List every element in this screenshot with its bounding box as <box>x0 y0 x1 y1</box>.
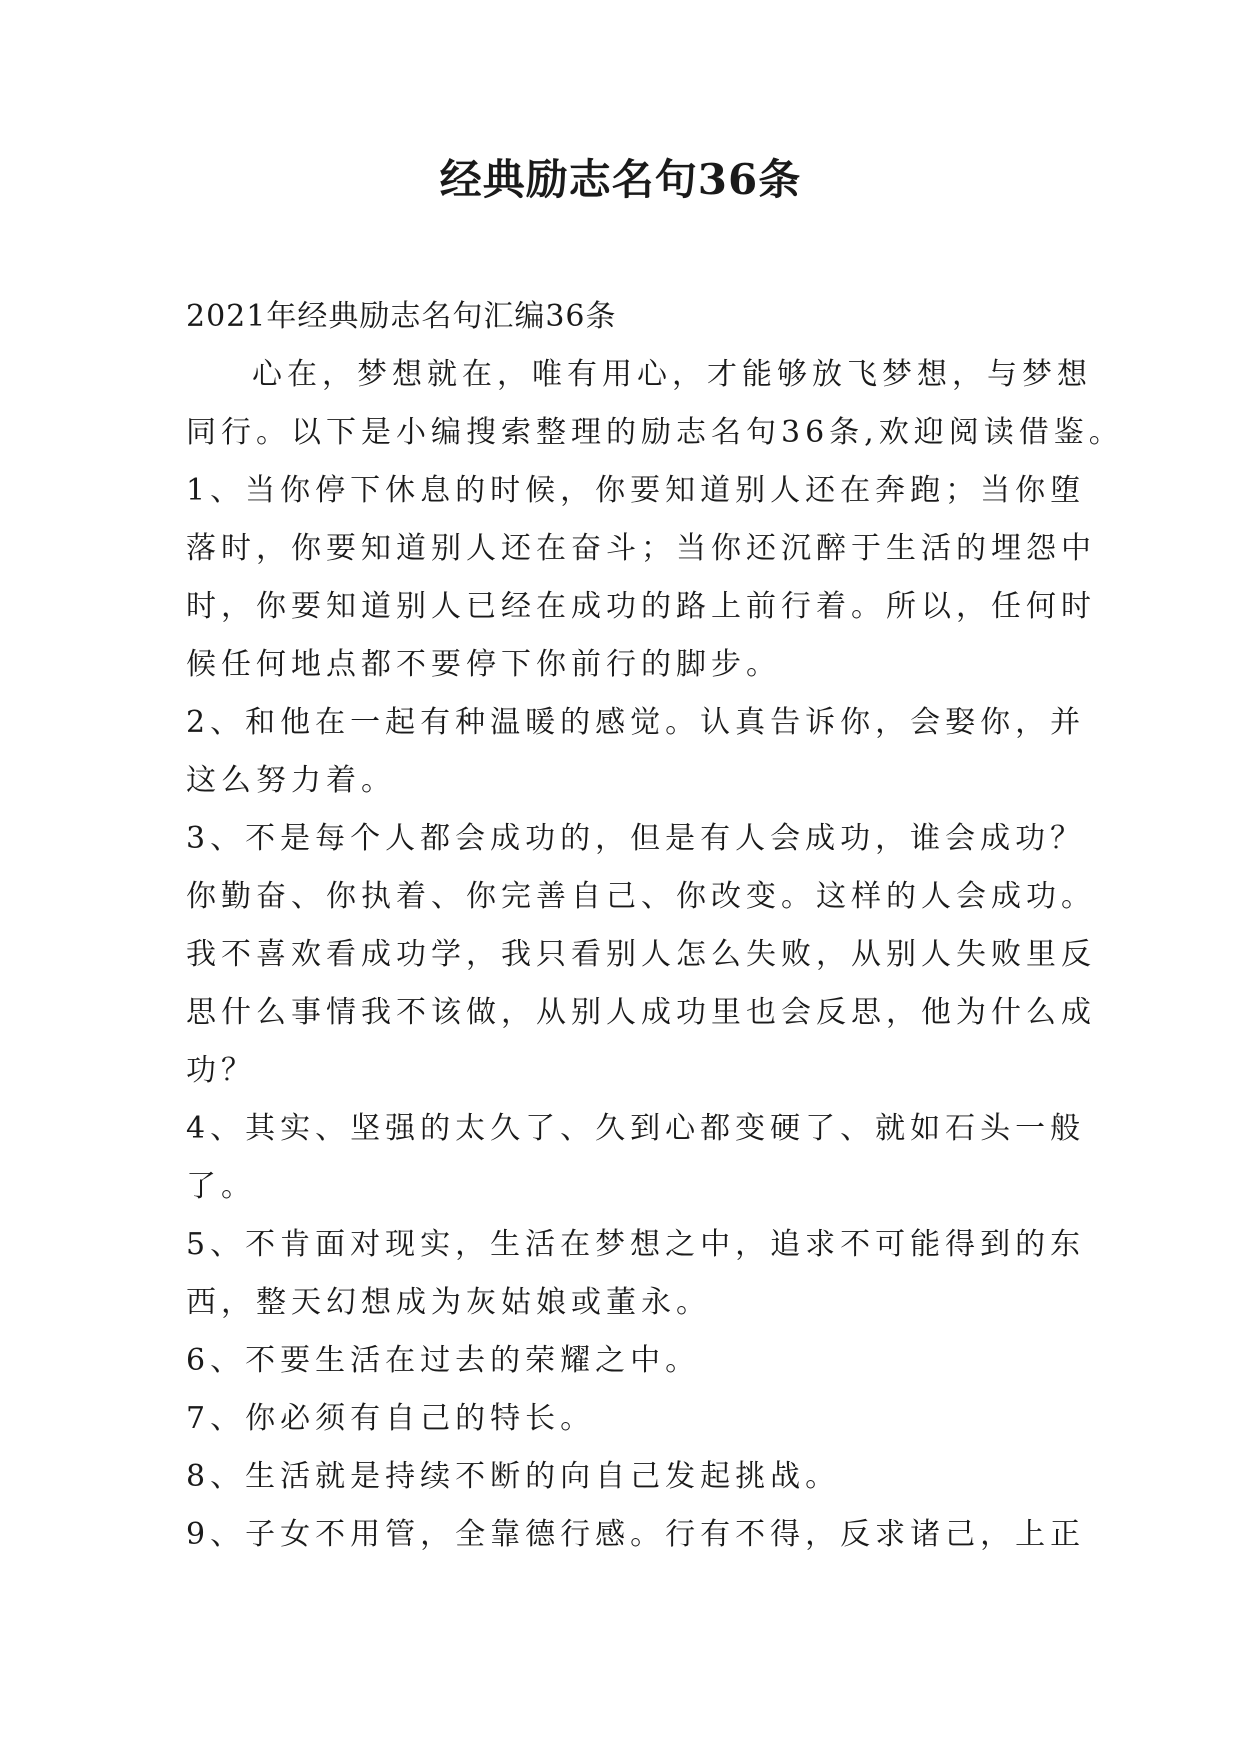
body-line: 5、不肯面对现实，生活在梦想之中，追求不可能得到的东 <box>186 1227 1086 1262</box>
body-line: 9、子女不用管，全靠德行感。行有不得，反求诸己，上正 <box>186 1517 1086 1552</box>
body-line: 我不喜欢看成功学，我只看别人怎么失败，从别人失败里反 <box>186 937 1096 972</box>
body-line: 这么努力着。 <box>186 763 396 798</box>
document-title: 经典励志名句36条 <box>439 155 802 204</box>
body-line: 4、其实、坚强的太久了、久到心都变硬了、就如石头一般 <box>186 1111 1086 1146</box>
body-line: 思什么事情我不该做，从别人成功里也会反思，他为什么成 <box>186 995 1096 1030</box>
body-line: 候任何地点都不要停下你前行的脚步。 <box>186 647 781 682</box>
body-line: 同行。以下是小编搜索整理的励志名句36条,欢迎阅读借鉴。 <box>186 415 1124 450</box>
body-line: 6、不要生活在过去的荣耀之中。 <box>186 1343 701 1378</box>
body-line: 8、生活就是持续不断的向自己发起挑战。 <box>186 1459 841 1494</box>
document-subtitle: 2021年经典励志名句汇编36条 <box>186 299 617 334</box>
body-line: 了。 <box>186 1169 256 1204</box>
body-line: 2、和他在一起有种温暖的感觉。认真告诉你，会娶你，并 <box>186 705 1086 740</box>
body-line: 功？ <box>186 1053 256 1088</box>
body-line: 1、当你停下休息的时候，你要知道别人还在奔跑；当你堕 <box>186 473 1086 508</box>
body-line: 落时，你要知道别人还在奋斗；当你还沉醉于生活的埋怨中 <box>186 531 1096 566</box>
body-line: 西，整天幻想成为灰姑娘或董永。 <box>186 1285 711 1320</box>
body-line: 时，你要知道别人已经在成功的路上前行着。所以，任何时 <box>186 589 1096 624</box>
document-body <box>186 288 1124 1564</box>
body-line: 心在，梦想就在，唯有用心，才能够放飞梦想，与梦想 <box>252 357 1092 392</box>
body-line: 你勤奋、你执着、你完善自己、你改变。这样的人会成功。 <box>186 879 1096 914</box>
body-line: 3、不是每个人都会成功的，但是有人会成功，谁会成功？ <box>186 821 1086 856</box>
body-line: 7、你必须有自己的特长。 <box>186 1401 596 1436</box>
